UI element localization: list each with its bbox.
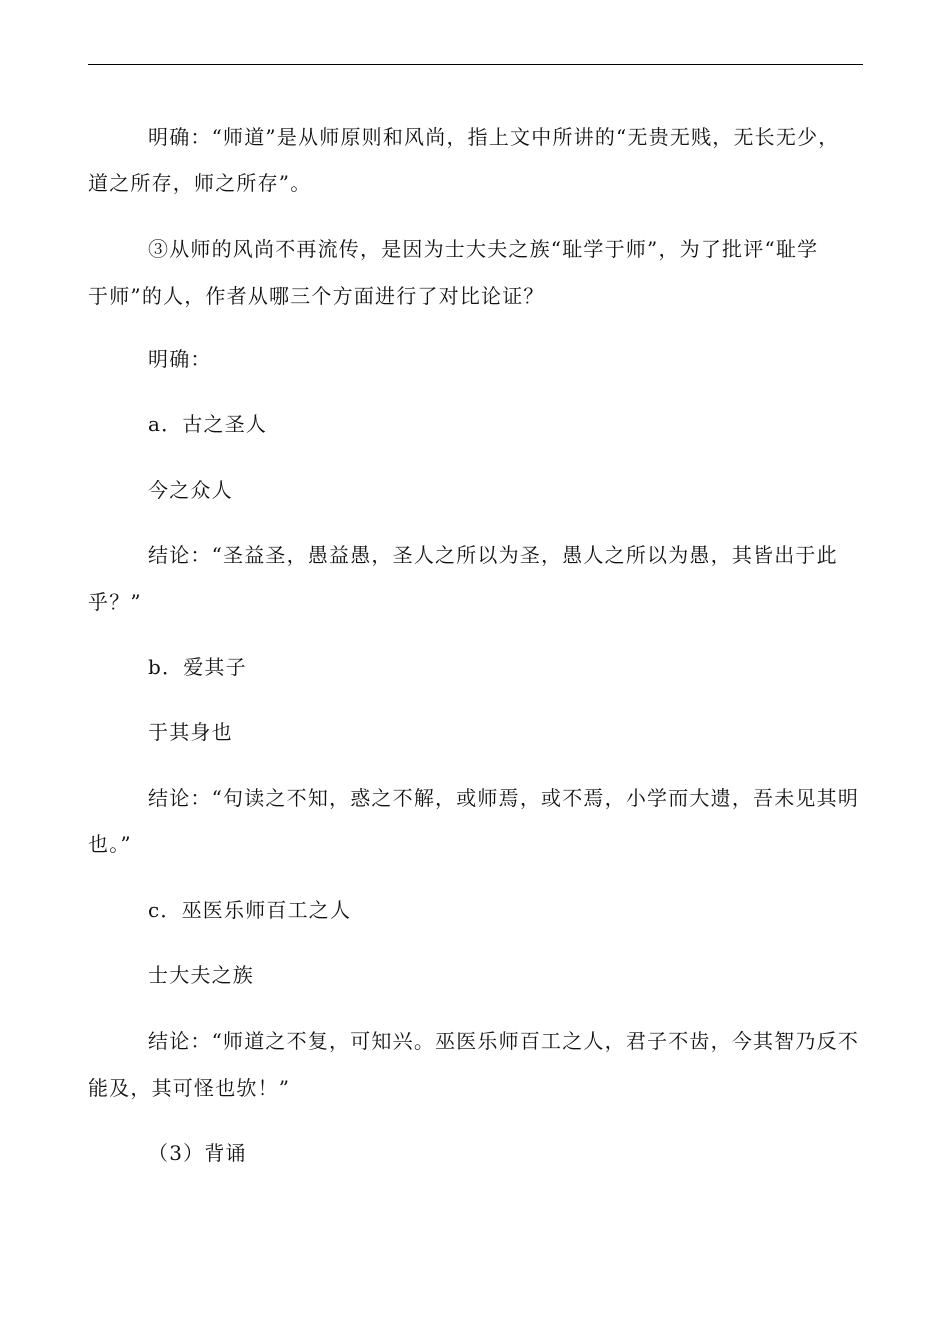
paragraph-line: 能及，其可怪也欤！” <box>88 1076 291 1100</box>
paragraph-line: 结论：“句读之不知，惑之不解，或师焉，或不焉，小学而大遗，吾未见其明 <box>148 786 860 810</box>
list-item: c．巫医乐师百工之人 <box>148 898 352 922</box>
section-heading: （3）背诵 <box>148 1141 247 1165</box>
paragraph-line: 也。” <box>88 832 132 856</box>
paragraph-line: 结论：“师道之不复，可知兴。巫医乐师百工之人，君子不齿，今其智乃反不 <box>148 1029 860 1053</box>
paragraph-line: ③从师的风尚不再流传，是因为士大夫之族“耻学于师”，为了批评“耻学 <box>148 237 819 261</box>
paragraph-line: 于师”的人，作者从哪三个方面进行了对比论证？ <box>88 284 545 308</box>
list-item: 于其身也 <box>148 720 233 744</box>
paragraph-line: 明确： <box>148 347 212 371</box>
list-item: b．爱其子 <box>148 655 247 679</box>
list-item: a．古之圣人 <box>148 412 268 436</box>
list-item: 今之众人 <box>148 478 233 502</box>
paragraph-line: 结论：“圣益圣，愚益愚，圣人之所以为圣，愚人之所以为愚，其皆出于此 <box>148 543 838 567</box>
paragraph-line: 明确：“师道”是从师原则和风尚，指上文中所讲的“无贵无贱，无长无少， <box>148 125 840 149</box>
paragraph-line: 道之所存，师之所存”。 <box>88 171 312 195</box>
header-rule <box>88 64 863 65</box>
paragraph-line: 乎？” <box>88 590 142 614</box>
list-item: 士大夫之族 <box>148 963 254 987</box>
